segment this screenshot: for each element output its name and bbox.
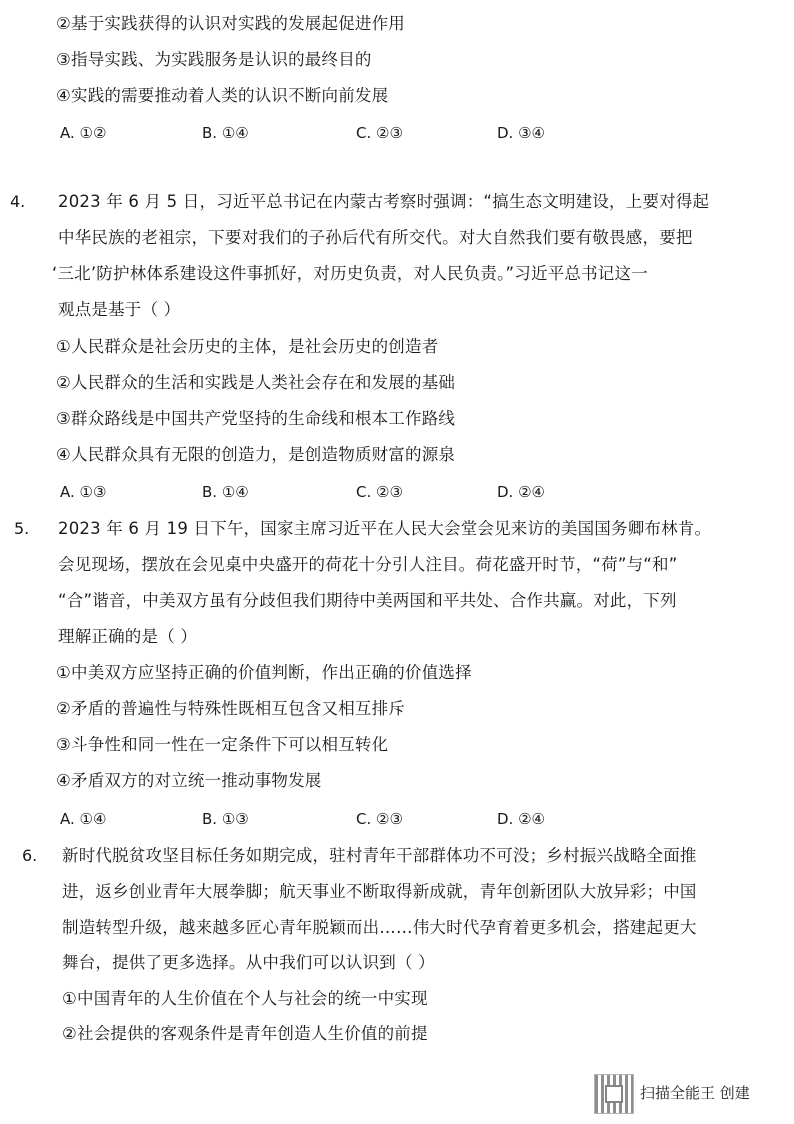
q6-statement-2: ②社会提供的客观条件是青年创造人生价值的前提: [62, 1024, 428, 1043]
q5-statement-1: ①中美双方应坚持正确的价值判断，作出正确的价值选择: [56, 663, 472, 682]
q3-options: [60, 121, 600, 145]
q4-number: 4.: [10, 192, 26, 211]
q3-option-b: B. ①④: [202, 124, 249, 142]
q4-stem-line-1: 2023 年 6 月 5 日，习近平总书记在内蒙古考察时强调：“搞生态文明建设，上要对得起: [58, 192, 710, 211]
q5-statement-2: ②矛盾的普遍性与特殊性既相互包含又相互排斥: [56, 699, 405, 718]
q4-options: [60, 480, 600, 504]
q4-option-a: A. ①③: [60, 483, 107, 501]
q4-stem-line-3: ‘三北’防护林体系建设这件事抓好，对历史负责，对人民负责。”习近平总书记这一: [52, 264, 648, 283]
q6-stem-line-1: 新时代脱贫攻坚目标任务如期完成，驻村青年干部群体功不可没；乡村振兴战略全面推: [62, 846, 697, 865]
qr-code-icon: [594, 1074, 634, 1114]
q3-statement-4: ④实践的需要推动着人类的认识不断向前发展: [56, 86, 389, 105]
q5-option-c: C. ②③: [356, 810, 403, 828]
q5-statement-4: ④矛盾双方的对立统一推动事物发展: [56, 771, 322, 790]
q5-stem-line-2: 会见现场，摆放在会见桌中央盛开的荷花十分引人注目。荷花盛开时节，“荷”与“和”: [58, 555, 678, 574]
q4-option-d: D. ②④: [497, 483, 545, 501]
q4-stem-line-4: 观点是基于（ ）: [58, 300, 181, 319]
q4-statement-4: ④人民群众具有无限的创造力，是创造物质财富的源泉: [56, 445, 456, 464]
watermark-text: 扫描全能王 创建: [640, 1084, 750, 1102]
q5-option-b: B. ①③: [202, 810, 249, 828]
q5-option-a: A. ①④: [60, 810, 107, 828]
q6-statement-1: ①中国青年的人生价值在个人与社会的统一中实现: [62, 989, 428, 1008]
q5-number: 5.: [14, 519, 30, 538]
q5-stem-line-1: 2023 年 6 月 19 日下午，国家主席习近平在人民大会堂会见来访的美国国务卿布林肯。: [58, 519, 712, 538]
q3-statement-3: ③指导实践、为实践服务是认识的最终目的: [56, 50, 372, 69]
q5-stem-line-4: 理解正确的是（ ）: [58, 627, 198, 646]
scanner-watermark: [594, 1074, 784, 1114]
q4-statement-2: ②人民群众的生活和实践是人类社会存在和发展的基础: [56, 373, 456, 392]
q5-statement-3: ③斗争性和同一性在一定条件下可以相互转化: [56, 735, 389, 754]
q5-option-d: D. ②④: [497, 810, 545, 828]
q3-statement-2: ②基于实践获得的认识对实践的发展起促进作用: [56, 14, 405, 33]
q6-number: 6.: [22, 846, 38, 865]
q3-option-d: D. ③④: [497, 124, 545, 142]
q3-option-c: C. ②③: [356, 124, 403, 142]
q5-stem-line-3: “合”谐音，中美双方虽有分歧但我们期待中美两国和平共处、合作共赢。对此，下列: [58, 591, 677, 610]
q6-stem-line-2: 进，返乡创业青年大展拳脚；航天事业不断取得新成就，青年创新团队大放异彩；中国: [62, 882, 697, 901]
q4-stem-line-2: 中华民族的老祖宗，下要对我们的子孙后代有所交代。对大自然我们要有敬畏感，要把: [58, 228, 693, 247]
q4-option-c: C. ②③: [356, 483, 403, 501]
q4-statement-1: ①人民群众是社会历史的主体，是社会历史的创造者: [56, 337, 439, 356]
q4-statement-3: ③群众路线是中国共产党坚持的生命线和根本工作路线: [56, 409, 456, 428]
q5-options: [60, 807, 600, 831]
q6-stem-line-4: 舞台，提供了更多选择。从中我们可以认识到（ ）: [62, 953, 435, 972]
q3-option-a: A. ①②: [60, 124, 107, 142]
q6-stem-line-3: 制造转型升级，越来越多匠心青年脱颖而出……伟大时代孕育着更多机会，搭建起更大: [62, 918, 697, 937]
q4-option-b: B. ①④: [202, 483, 249, 501]
